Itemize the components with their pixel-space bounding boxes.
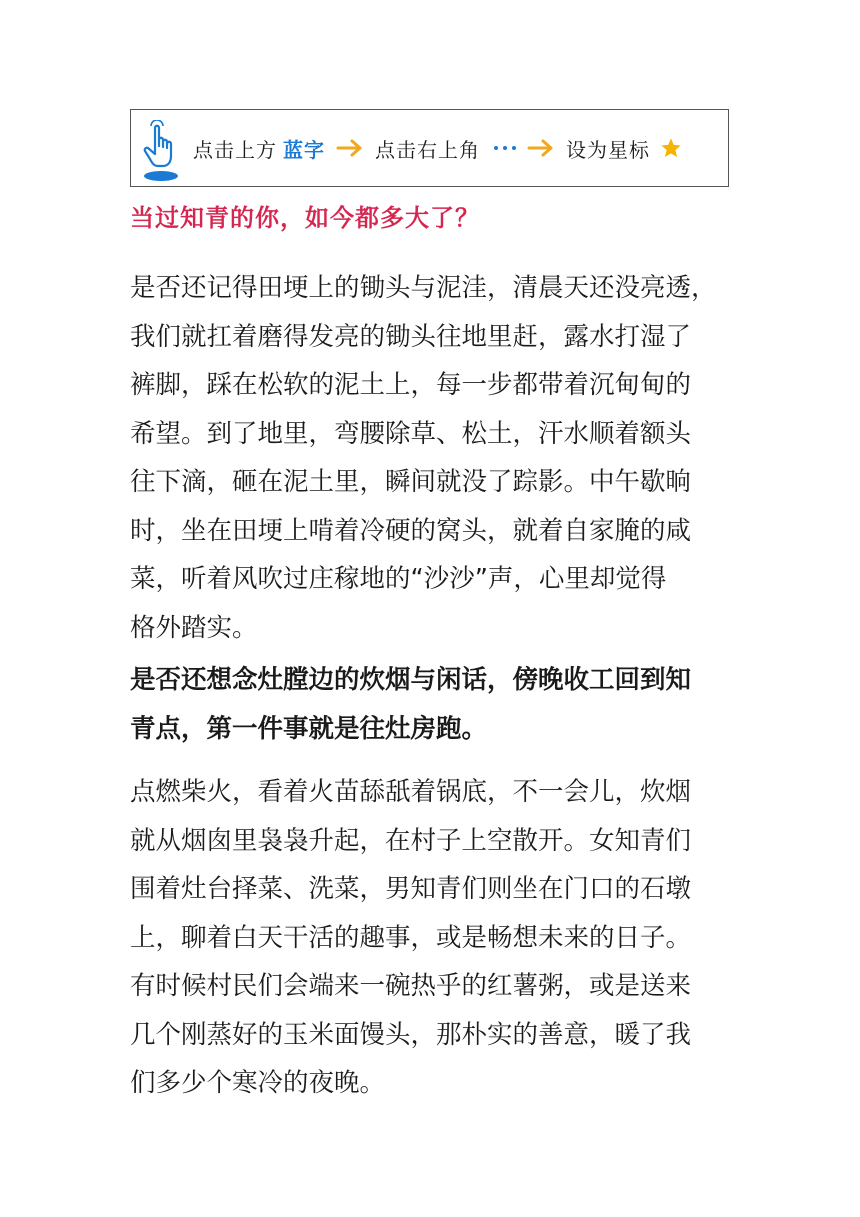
paragraph-line: 就从烟囱里袅袅升起，在村子上空散开。女知青们 [130, 825, 692, 856]
paragraph-line: 围着灶台择菜、洗菜，男知青们则坐在门口的石墩 [130, 874, 692, 904]
banner-text-tap-above: 点击上方 [193, 137, 277, 162]
paragraph-line: 几个刚蒸好的玉米面馒头，那朴实的善意，暖了我 [130, 1019, 692, 1050]
paragraph-line: 上，聊着白天干活的趣事，或是畅想未来的日子。 [130, 922, 692, 953]
paragraph-fieldwork [130, 264, 740, 652]
tap-hand-icon [141, 120, 181, 182]
banner-blue-text: 蓝字 [283, 137, 325, 162]
paragraph-line: 裤脚，踩在松软的泥土上，每一步都带着沉甸甸的 [130, 370, 692, 400]
paragraph-line: 点燃柴火，看着火苗舔舐着锅底，不一会儿，炊烟 [130, 777, 692, 807]
paragraph-line: 希望。到了地里，弯腰除草、松土，汗水顺着额头 [130, 418, 692, 449]
banner-text-tap-corner: 点击右上角 [375, 137, 480, 162]
star-icon [660, 137, 682, 159]
paragraph-line: 是否还想念灶膛边的炊烟与闲话，傍晚收工回到知 [130, 665, 692, 695]
arrow-right-icon [526, 138, 556, 158]
paragraph-line: 往下滴，砸在泥土里，瞬间就没了踪影。中午歇晌 [130, 467, 692, 497]
more-dots-icon [494, 146, 516, 150]
paragraph-line: 时，坐在田埂上啃着冷硬的窝头，就着自家腌的咸 [130, 515, 692, 546]
paragraph-line: 菜，听着风吹过庄稼地的“沙沙”声，心里却觉得 [130, 564, 667, 594]
paragraph-line: 有时候村民们会端来一碗热乎的红薯粥，或是送来 [130, 971, 692, 1001]
paragraph-kitchen [130, 768, 740, 1108]
paragraph-line: 格外踏实。 [130, 612, 258, 643]
paragraph-line: 们多少个寒冷的夜晚。 [130, 1068, 386, 1098]
paragraph-line: 青点，第一件事就是往灶房跑。 [130, 713, 488, 744]
paragraph-bold-heading [130, 656, 740, 753]
follow-banner [130, 109, 729, 187]
article-headline: 当过知青的你，如今都多大了？ [130, 204, 480, 232]
banner-text-set-star: 设为星标 [566, 137, 650, 162]
paragraph-line: 是否还记得田埂上的锄头与泥洼，清晨天还没亮透， [130, 273, 717, 303]
paragraph-line: 我们就扛着磨得发亮的锄头往地里赶，露水打湿了 [130, 321, 692, 352]
arrow-right-icon [335, 138, 365, 158]
